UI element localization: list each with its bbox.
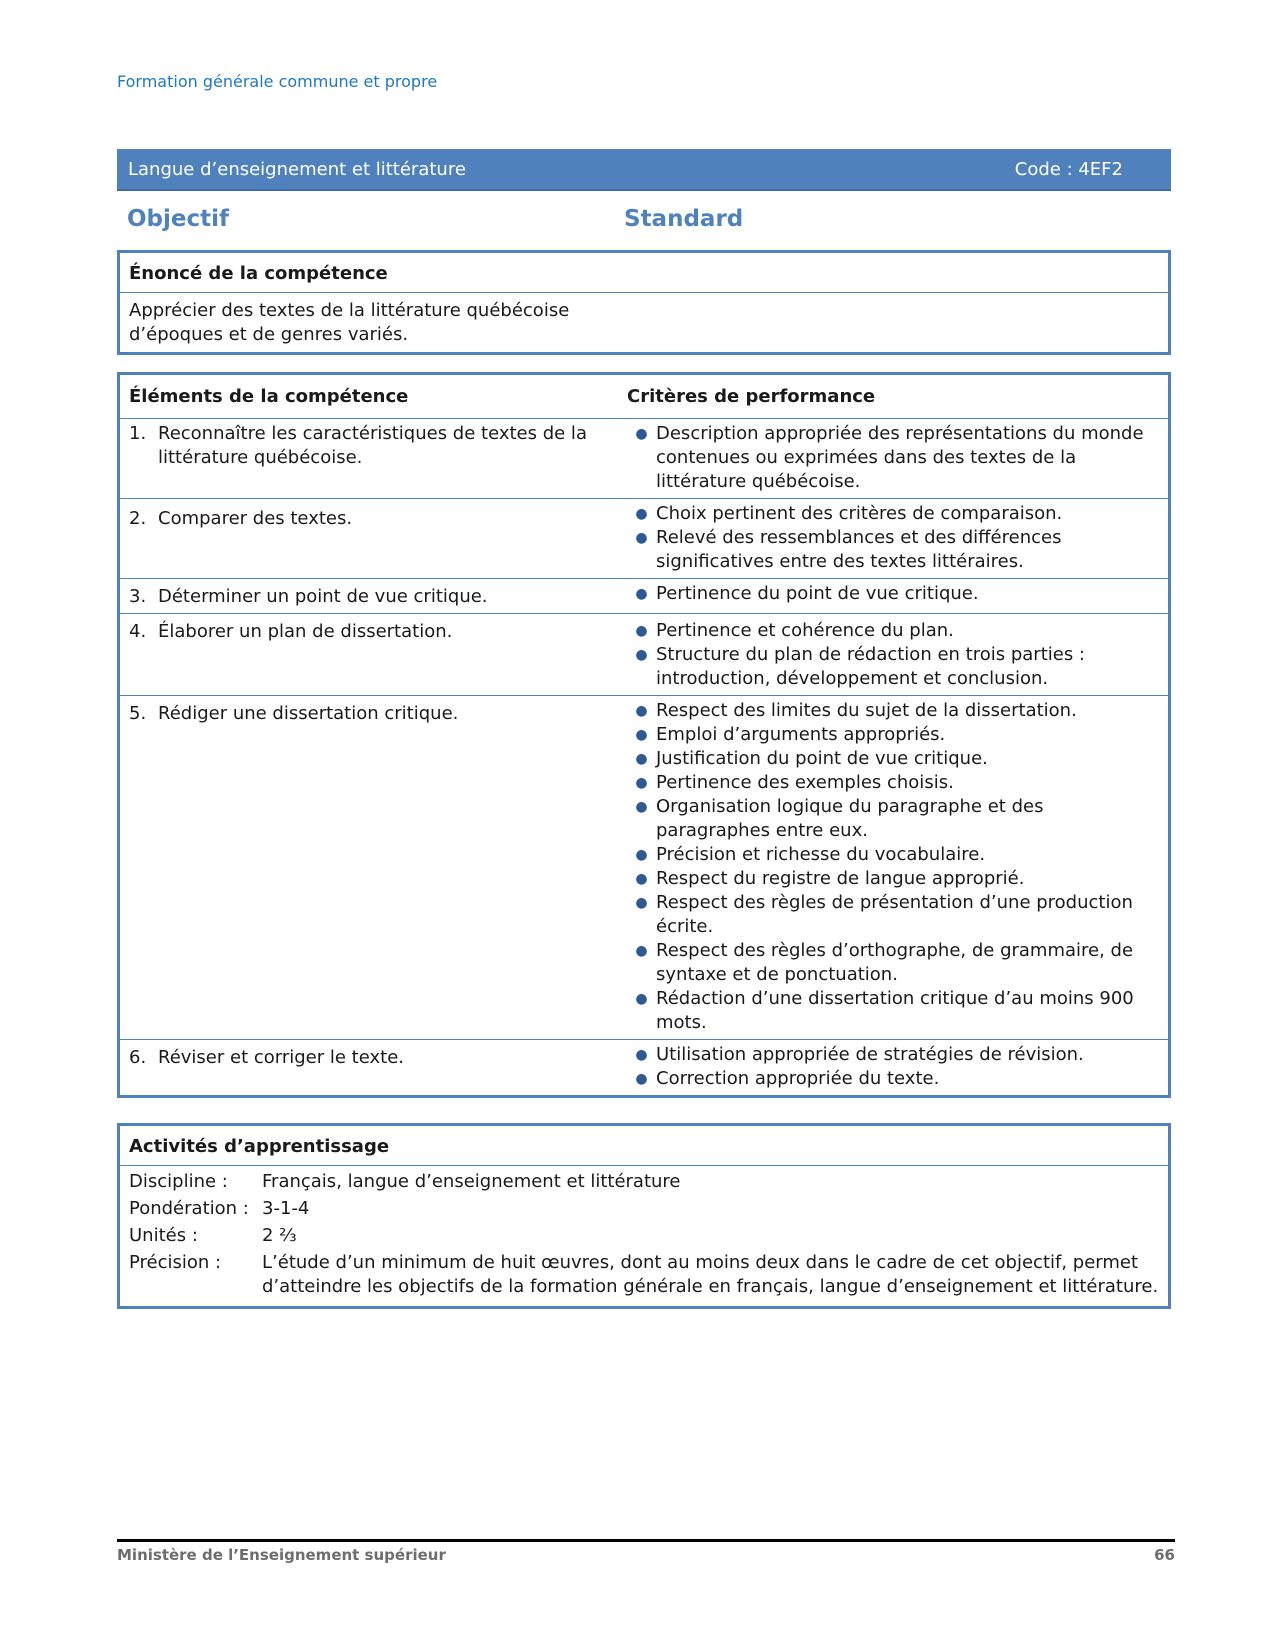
bullet-icon: ● [635,943,648,959]
activites-heading: Activités d’apprentissage [120,1126,1168,1166]
activite-row-ponderation: Pondération : 3-1-4 [129,1198,310,1219]
activites-box [117,1123,1171,1309]
element-number: 2. [129,508,147,529]
element-text: Déterminer un point de vue critique. [158,586,488,607]
page-number: 66 [1154,1546,1175,1564]
table-row [120,579,1168,614]
bullet-icon: ● [635,727,648,743]
criterion-item: ● Pertinence du point de vue critique. [627,582,1159,606]
running-header: Formation générale commune et propre [117,72,438,91]
bullet-icon: ● [635,586,648,602]
criterion-item: ● Relevé des ressemblances et des différences significatives entre des textes littéraires. [627,526,1159,574]
bullet-icon: ● [635,506,648,522]
table-row [120,614,1168,696]
element-text: Élaborer un plan de dissertation. [158,621,453,642]
criterion-item: ● Pertinence et cohérence du plan. [627,619,1159,643]
bullet-icon: ● [635,647,648,663]
bullet-icon: ● [635,847,648,863]
criterion-item: ● Respect du registre de langue approprié. [627,867,1159,891]
standard-heading: Standard [624,206,744,232]
bullet-icon: ● [635,530,648,546]
table-header-row [120,375,1168,419]
bullet-icon: ● [635,623,648,639]
element-text: Comparer des textes. [158,508,353,529]
element-number: 1. [129,423,147,444]
bullet-icon: ● [635,1047,648,1063]
activite-row-discipline: Discipline : Français, langue d’enseignement et littérature [129,1171,681,1192]
enonce-text [120,293,1168,352]
criterion-item: ● Utilisation appropriée de stratégies de révision. [627,1043,1159,1067]
table-row [120,1040,1168,1095]
criterion-item: ● Respect des règles de présentation d’une production écrite. [627,891,1159,939]
criterion-item: ● Justification du point de vue critique. [627,747,1159,771]
element-number: 4. [129,621,147,642]
criterion-item: ● Description appropriée des représentations du monde contenues ou exprimées dans des textes de la littérature québécoise. [627,422,1159,494]
col-header-elements: Éléments de la compétence [129,386,409,407]
bullet-icon: ● [635,991,648,1007]
activite-row-precision: Précision : L’étude d’un minimum de huit œuvres, dont au moins deux dans le cadre de cet objectif, permet d’atteindre les objectifs de la formation générale en français, langue d’enseignement et littérature. [129,1252,1159,1297]
activite-row-unites: Unités : 2 ⅔ [129,1225,297,1246]
element-text: Reconnaître les caractéristiques de textes de la littérature québécoise. [158,423,587,468]
objectif-heading: Objectif [127,206,230,232]
bullet-icon: ● [635,895,648,911]
bullet-icon: ● [635,871,648,887]
table-row [120,696,1168,1040]
criterion-item: ● Choix pertinent des critères de comparaison. [627,502,1159,526]
criterion-item: ● Respect des règles d’orthographe, de grammaire, de syntaxe et de ponctuation. [627,939,1159,987]
footer-rule [117,1539,1175,1542]
bullet-icon: ● [635,426,648,442]
course-title-band [117,149,1171,191]
footer-ministry: Ministère de l’Enseignement supérieur [117,1546,446,1564]
criterion-item: ● Respect des limites du sujet de la dissertation. [627,699,1159,723]
element-text: Rédiger une dissertation critique. [158,703,459,724]
criterion-item: ● Emploi d’arguments appropriés. [627,723,1159,747]
element-number: 3. [129,586,147,607]
course-title: Langue d’enseignement et littérature [128,158,466,180]
criterion-item: ● Structure du plan de rédaction en trois parties : introduction, développement et conclusion. [627,643,1159,691]
enonce-line-2: d’époques et de genres variés. [129,324,409,345]
bullet-icon: ● [635,799,648,815]
bullet-icon: ● [635,751,648,767]
element-number: 5. [129,703,147,724]
bullet-icon: ● [635,703,648,719]
competence-table [117,372,1171,1098]
element-text: Réviser et corriger le texte. [158,1047,404,1068]
criterion-item: ● Précision et richesse du vocabulaire. [627,843,1159,867]
col-header-criteres: Critères de performance [627,386,876,407]
course-code: Code : 4EF2 [1014,158,1123,180]
criterion-item: ● Organisation logique du paragraphe et des paragraphes entre eux. [627,795,1159,843]
criterion-item: ● Pertinence des exemples choisis. [627,771,1159,795]
element-number: 6. [129,1047,147,1068]
bullet-icon: ● [635,775,648,791]
criterion-item: ● Rédaction d’une dissertation critique d’au moins 900 mots. [627,987,1159,1035]
table-row [120,419,1168,499]
enonce-box [117,250,1171,355]
criterion-item: ● Correction appropriée du texte. [627,1067,1159,1091]
enonce-heading: Énoncé de la compétence [120,253,1168,293]
table-row [120,499,1168,579]
bullet-icon: ● [635,1071,648,1087]
enonce-line-1: Apprécier des textes de la littérature québécoise [129,300,570,321]
